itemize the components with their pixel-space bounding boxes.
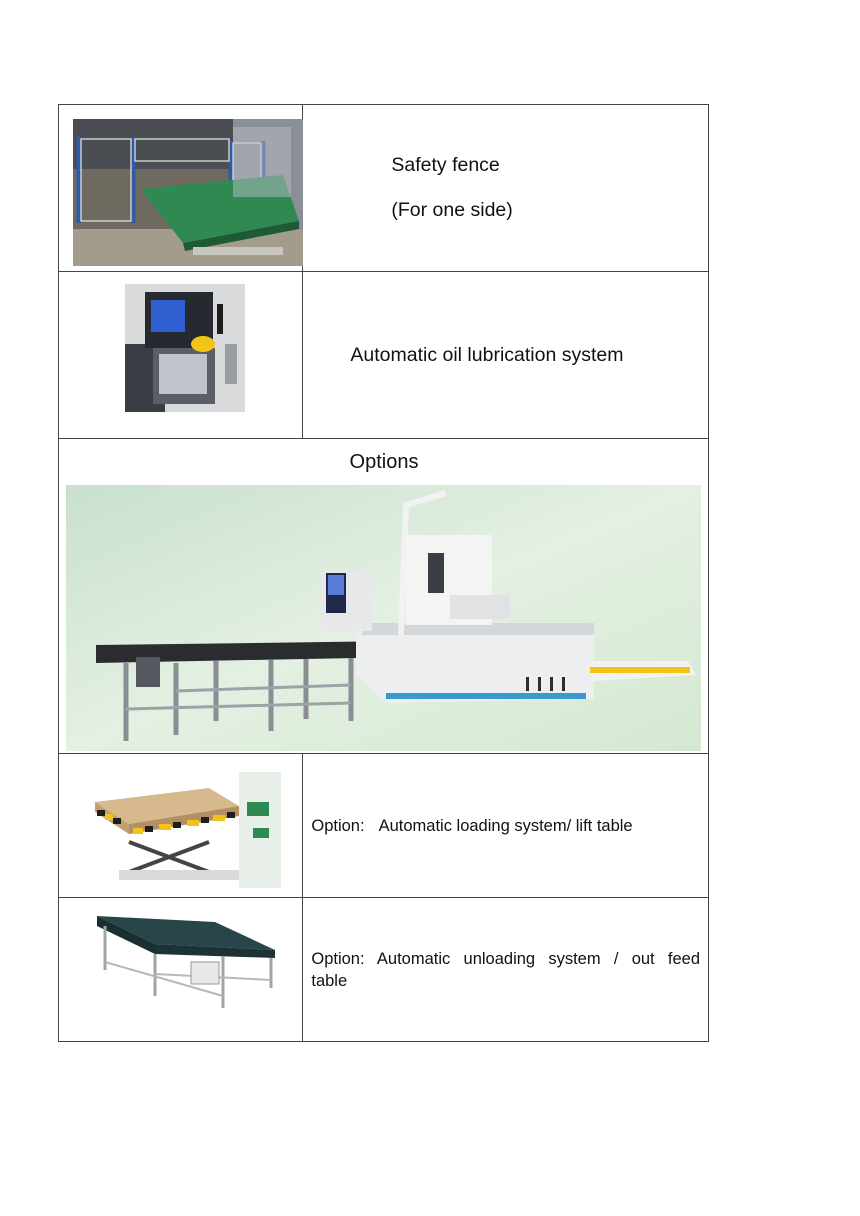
loading-option-prefix: Option:: [311, 816, 365, 835]
outfeed-table-photo: [95, 910, 279, 1012]
table-row: [59, 105, 709, 272]
lift-table-photo: [89, 772, 281, 888]
loading-system-text-cell: [303, 754, 709, 898]
options-cell: [59, 439, 709, 754]
outfeed-table-photo-cell: [59, 898, 303, 1042]
unloading-option-line1: Option: Automatic unloading system / out feed: [311, 949, 700, 968]
oil-lubrication-label: Automatic oil lubrication system: [350, 343, 624, 366]
options-title: Options: [349, 451, 419, 473]
safety-fence-photo-cell: [59, 105, 303, 272]
table-row: [59, 439, 709, 754]
oil-lubrication-photo: [125, 284, 245, 412]
safety-fence-photo: [73, 119, 303, 266]
oil-lubrication-photo-cell: [59, 272, 303, 439]
safety-fence-text-cell: [303, 105, 709, 272]
unloading-option-line2: table: [311, 971, 348, 990]
loading-system-label: [303, 815, 708, 837]
table-row: [59, 754, 709, 898]
table-row: [59, 898, 709, 1042]
safety-fence-subtitle: (For one side): [391, 199, 513, 221]
options-table: [58, 104, 709, 1042]
cnc-machine-photo: [66, 485, 701, 751]
oil-lubrication-text-cell: [303, 272, 709, 439]
lift-table-photo-cell: [59, 754, 303, 898]
safety-fence-title: Safety fence: [391, 153, 500, 176]
table-row: [59, 272, 709, 439]
unloading-system-label: [303, 948, 708, 992]
loading-option-label: Automatic loading system/ lift table: [378, 816, 633, 835]
unloading-system-text-cell: [303, 898, 709, 1042]
